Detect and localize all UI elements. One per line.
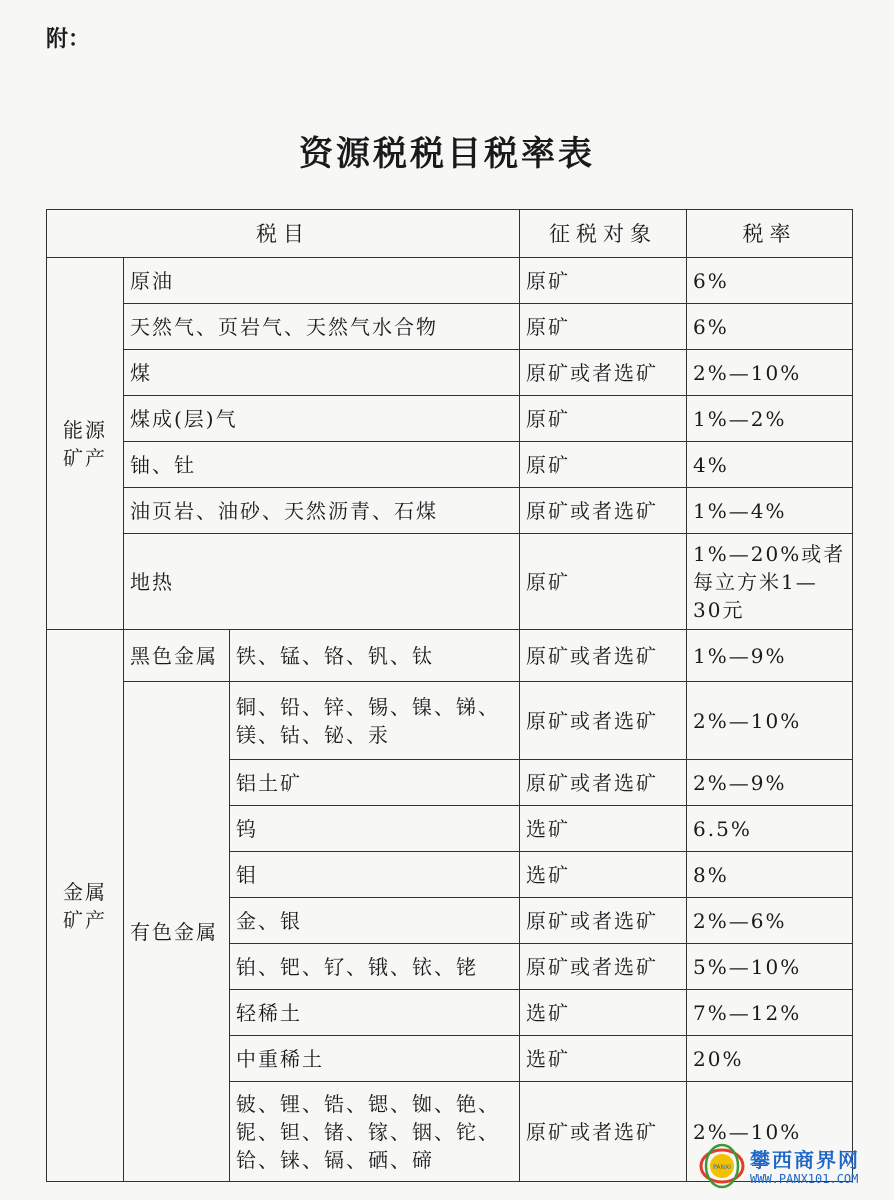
object-cell: 原矿或者选矿 (520, 1082, 687, 1182)
rate-cell: 2%—10% (687, 682, 853, 760)
object-cell: 选矿 (520, 1036, 687, 1082)
item-cell: 煤成(层)气 (124, 396, 520, 442)
rate-cell: 6% (687, 258, 853, 304)
rate-cell: 8% (687, 852, 853, 898)
table-row (47, 682, 853, 760)
rate-cell: 5%—10% (687, 944, 853, 990)
rate-cell: 7%—12% (687, 990, 853, 1036)
item-cell: 铍、锂、锆、锶、铷、铯、铌、钽、锗、镓、铟、铊、铪、铼、镉、硒、碲 (230, 1082, 520, 1182)
object-cell: 原矿或者选矿 (520, 898, 687, 944)
rate-cell: 1%—4% (687, 488, 853, 534)
object-cell: 原矿或者选矿 (520, 944, 687, 990)
object-cell: 原矿 (520, 442, 687, 488)
object-cell: 原矿或者选矿 (520, 630, 687, 682)
rate-cell: 2%—6% (687, 898, 853, 944)
table-row (47, 630, 853, 682)
item-cell: 钼 (230, 852, 520, 898)
table-row (47, 396, 853, 442)
site-watermark (698, 1140, 894, 1200)
object-cell: 原矿 (520, 258, 687, 304)
subcategory-nonferrous: 有色金属 (124, 682, 230, 1182)
table-row (47, 304, 853, 350)
object-cell: 选矿 (520, 806, 687, 852)
item-cell: 地热 (124, 534, 520, 630)
category-metal: 金属矿产 (47, 630, 124, 1182)
item-cell: 原油 (124, 258, 520, 304)
category-energy: 能源矿产 (47, 258, 124, 630)
object-cell: 原矿或者选矿 (520, 682, 687, 760)
table-row (47, 442, 853, 488)
logo-text: PANXI (713, 1164, 731, 1171)
page-title: 资源税税目税率表 (299, 134, 595, 174)
site-url: WWW.PANX101.COM (750, 1172, 859, 1186)
object-cell: 原矿或者选矿 (520, 488, 687, 534)
rate-cell: 20% (687, 1036, 853, 1082)
rate-cell: 2%—9% (687, 760, 853, 806)
table-row (47, 350, 853, 396)
object-cell: 原矿或者选矿 (520, 760, 687, 806)
table-row (47, 534, 853, 630)
header-object: 征税对象 (520, 210, 687, 258)
table-header-row (47, 210, 853, 258)
rate-cell: 6% (687, 304, 853, 350)
item-cell: 铝土矿 (230, 760, 520, 806)
item-cell: 钨 (230, 806, 520, 852)
table-row (47, 258, 853, 304)
item-cell: 天然气、页岩气、天然气水合物 (124, 304, 520, 350)
object-cell: 原矿 (520, 304, 687, 350)
rate-cell: 2%—10% (687, 1082, 853, 1182)
rate-cell: 6.5% (687, 806, 853, 852)
site-name: 攀西商界网 (750, 1148, 860, 1172)
item-cell: 中重稀土 (230, 1036, 520, 1082)
subcategory-ferrous: 黑色金属 (124, 630, 230, 682)
item-cell: 铜、铅、锌、锡、镍、锑、镁、钴、铋、汞 (230, 682, 520, 760)
object-cell: 原矿 (520, 534, 687, 630)
item-cell: 金、银 (230, 898, 520, 944)
item-cell: 铀、钍 (124, 442, 520, 488)
object-cell: 原矿 (520, 396, 687, 442)
item-cell: 煤 (124, 350, 520, 396)
rate-cell: 4% (687, 442, 853, 488)
rate-cell: 1%—20%或者每立方米1—30元 (687, 534, 853, 630)
item-cell: 油页岩、油砂、天然沥青、石煤 (124, 488, 520, 534)
item-cell: 轻稀土 (230, 990, 520, 1036)
object-cell: 选矿 (520, 990, 687, 1036)
rate-cell: 1%—2% (687, 396, 853, 442)
header-item: 税目 (47, 210, 520, 258)
rate-cell: 2%—10% (687, 350, 853, 396)
tax-rate-table (46, 209, 853, 1182)
attachment-label: 附： (46, 27, 91, 52)
site-logo-icon (698, 1142, 746, 1190)
header-rate: 税率 (687, 210, 853, 258)
rate-cell: 1%—9% (687, 630, 853, 682)
object-cell: 原矿或者选矿 (520, 350, 687, 396)
item-cell: 铁、锰、铬、钒、钛 (230, 630, 520, 682)
object-cell: 选矿 (520, 852, 687, 898)
table-row (47, 488, 853, 534)
item-cell: 铂、钯、钌、锇、铱、铑 (230, 944, 520, 990)
